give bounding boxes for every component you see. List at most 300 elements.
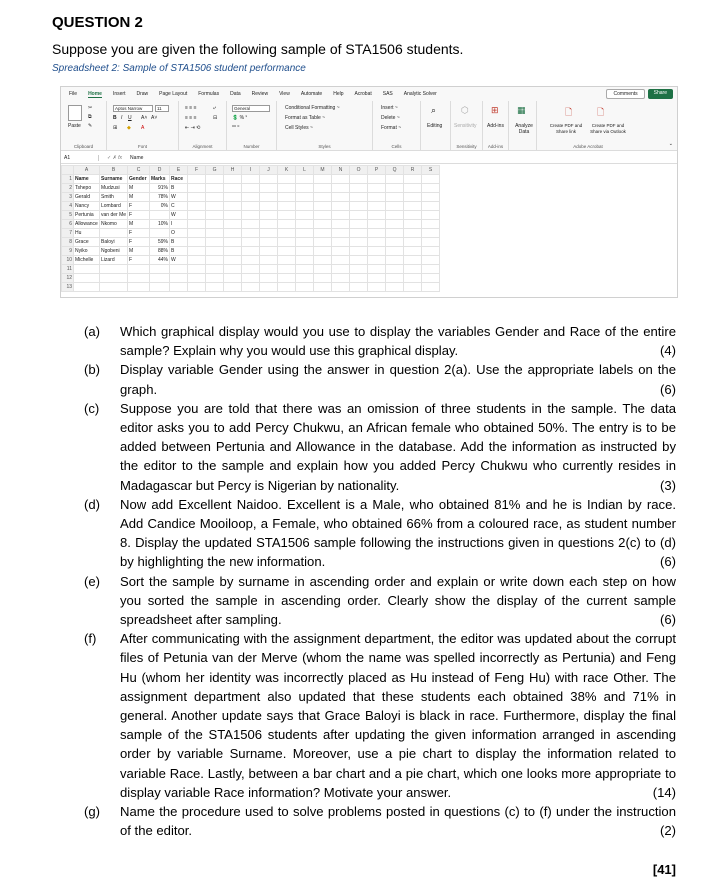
grid-cell[interactable] bbox=[188, 238, 206, 247]
grid-cell[interactable] bbox=[206, 274, 224, 283]
italic-icon[interactable]: I bbox=[121, 115, 123, 121]
grid-cell[interactable] bbox=[224, 256, 242, 265]
number-format-select[interactable]: General bbox=[232, 105, 270, 112]
column-header[interactable]: Q bbox=[386, 166, 404, 175]
grid-cell[interactable]: 59% bbox=[150, 238, 170, 247]
grid-cell[interactable] bbox=[386, 211, 404, 220]
grid-cell[interactable]: Gender bbox=[128, 175, 150, 184]
grid-cell[interactable] bbox=[404, 265, 422, 274]
column-header[interactable]: G bbox=[206, 166, 224, 175]
grid-cell[interactable] bbox=[278, 229, 296, 238]
grid-cell[interactable] bbox=[278, 256, 296, 265]
grid-cell[interactable]: Smith bbox=[100, 193, 128, 202]
grid-cell[interactable] bbox=[332, 265, 350, 274]
grid-cell[interactable] bbox=[404, 256, 422, 265]
grid-cell[interactable] bbox=[260, 265, 278, 274]
grid-cell[interactable] bbox=[314, 211, 332, 220]
grid-cell[interactable]: Mudzusi bbox=[100, 184, 128, 193]
row-header[interactable]: 11 bbox=[62, 265, 74, 274]
grid-cell[interactable] bbox=[350, 220, 368, 229]
select-all-corner[interactable] bbox=[62, 166, 74, 175]
grid-cell[interactable] bbox=[386, 265, 404, 274]
addins-icon[interactable]: ⊞ bbox=[491, 105, 499, 115]
menu-help[interactable]: Help bbox=[333, 91, 344, 97]
grid-cell[interactable] bbox=[404, 274, 422, 283]
grid-cell[interactable] bbox=[314, 184, 332, 193]
grid-cell[interactable] bbox=[296, 220, 314, 229]
grid-cell[interactable] bbox=[368, 220, 386, 229]
grid-cell[interactable] bbox=[296, 238, 314, 247]
grid-cell[interactable]: Ngobeni bbox=[100, 247, 128, 256]
fx-icon[interactable]: ✓ ✗ fx bbox=[107, 155, 123, 161]
grid-cell[interactable] bbox=[242, 211, 260, 220]
grid-cell[interactable] bbox=[296, 229, 314, 238]
grid-cell[interactable] bbox=[188, 220, 206, 229]
grid-cell[interactable]: Grace bbox=[74, 238, 100, 247]
grid-cell[interactable]: 0% bbox=[150, 202, 170, 211]
grid-cell[interactable] bbox=[278, 283, 296, 292]
grid-cell[interactable] bbox=[350, 202, 368, 211]
row-header[interactable]: 13 bbox=[62, 283, 74, 292]
grid-cell[interactable] bbox=[368, 193, 386, 202]
grid-cell[interactable] bbox=[296, 274, 314, 283]
column-header[interactable]: S bbox=[422, 166, 440, 175]
menu-page-layout[interactable]: Page Layout bbox=[159, 91, 188, 97]
grid-cell[interactable] bbox=[188, 229, 206, 238]
search-icon[interactable]: ⌕ bbox=[431, 105, 437, 115]
grid-cell[interactable] bbox=[150, 283, 170, 292]
grid-cell[interactable] bbox=[386, 238, 404, 247]
column-header[interactable]: L bbox=[296, 166, 314, 175]
grid-cell[interactable] bbox=[242, 184, 260, 193]
column-header[interactable]: E bbox=[170, 166, 188, 175]
grid-cell[interactable] bbox=[100, 274, 128, 283]
grid-cell[interactable] bbox=[368, 175, 386, 184]
grid-cell[interactable] bbox=[260, 193, 278, 202]
grid-cell[interactable]: F bbox=[128, 211, 150, 220]
column-header[interactable]: N bbox=[332, 166, 350, 175]
analyze-data-icon[interactable]: ▦ bbox=[517, 105, 526, 115]
grid-cell[interactable] bbox=[422, 193, 440, 202]
grid-cell[interactable] bbox=[242, 265, 260, 274]
grid-cell[interactable] bbox=[188, 274, 206, 283]
grid-cell[interactable] bbox=[296, 265, 314, 274]
column-header[interactable]: H bbox=[224, 166, 242, 175]
grid-cell[interactable] bbox=[224, 283, 242, 292]
grid-cell[interactable] bbox=[404, 238, 422, 247]
grid-cell[interactable] bbox=[206, 184, 224, 193]
grid-cell[interactable]: Lizard bbox=[100, 256, 128, 265]
align-left-icon[interactable]: ≡ ≡ ≡ bbox=[185, 115, 197, 121]
row-header[interactable]: 6 bbox=[62, 220, 74, 229]
grid-cell[interactable] bbox=[332, 238, 350, 247]
grid-cell[interactable] bbox=[278, 193, 296, 202]
grid-cell[interactable] bbox=[278, 202, 296, 211]
copy-icon[interactable]: ⧉ bbox=[88, 114, 92, 120]
grid-cell[interactable] bbox=[278, 265, 296, 274]
grid-cell[interactable] bbox=[206, 265, 224, 274]
grid-cell[interactable] bbox=[260, 283, 278, 292]
grid-cell[interactable] bbox=[188, 193, 206, 202]
grid-cell[interactable] bbox=[206, 220, 224, 229]
grid-cell[interactable] bbox=[350, 256, 368, 265]
grid-cell[interactable]: Lombard bbox=[100, 202, 128, 211]
grid-cell[interactable] bbox=[242, 175, 260, 184]
grid-cell[interactable] bbox=[422, 175, 440, 184]
grid-cell[interactable] bbox=[422, 220, 440, 229]
grid-cell[interactable] bbox=[350, 265, 368, 274]
grid-cell[interactable] bbox=[368, 283, 386, 292]
grid-cell[interactable]: Tshepo bbox=[74, 184, 100, 193]
grid-cell[interactable] bbox=[260, 229, 278, 238]
shrink-font-icon[interactable]: A˅ bbox=[151, 115, 158, 121]
grid-cell[interactable] bbox=[350, 274, 368, 283]
grid-cell[interactable]: Surname bbox=[100, 175, 128, 184]
grid-cell[interactable] bbox=[386, 193, 404, 202]
row-header[interactable]: 1 bbox=[62, 175, 74, 184]
grid-cell[interactable] bbox=[296, 256, 314, 265]
grid-cell[interactable] bbox=[150, 211, 170, 220]
menu-formulas[interactable]: Formulas bbox=[198, 91, 220, 97]
grid-cell[interactable]: B bbox=[170, 238, 188, 247]
delete-cells-button[interactable]: Delete ~ bbox=[381, 115, 400, 121]
grid-cell[interactable] bbox=[314, 274, 332, 283]
grid-cell[interactable] bbox=[206, 202, 224, 211]
grid-cell[interactable]: O bbox=[170, 229, 188, 238]
grid-cell[interactable] bbox=[206, 193, 224, 202]
grid-cell[interactable]: M bbox=[128, 220, 150, 229]
grid-cell[interactable] bbox=[404, 211, 422, 220]
grid-cell[interactable] bbox=[332, 256, 350, 265]
grid-cell[interactable] bbox=[150, 274, 170, 283]
grid-cell[interactable] bbox=[260, 238, 278, 247]
grid-cell[interactable] bbox=[100, 229, 128, 238]
font-color-icon[interactable]: A bbox=[141, 125, 145, 131]
grid-cell[interactable] bbox=[296, 211, 314, 220]
grid-cell[interactable]: Nkomo bbox=[100, 220, 128, 229]
grid-cell[interactable] bbox=[224, 202, 242, 211]
column-header[interactable]: O bbox=[350, 166, 368, 175]
menu-analytic-solver[interactable]: Analytic Solver bbox=[403, 91, 437, 97]
grid-cell[interactable] bbox=[100, 265, 128, 274]
grid-cell[interactable] bbox=[188, 247, 206, 256]
grid-cell[interactable] bbox=[74, 274, 100, 283]
grid-cell[interactable] bbox=[332, 175, 350, 184]
grid-cell[interactable] bbox=[404, 184, 422, 193]
grid-cell[interactable]: Hu bbox=[74, 229, 100, 238]
grid-cell[interactable] bbox=[278, 274, 296, 283]
row-header[interactable]: 7 bbox=[62, 229, 74, 238]
grid-cell[interactable] bbox=[260, 274, 278, 283]
row-header[interactable]: 2 bbox=[62, 184, 74, 193]
paste-icon[interactable] bbox=[68, 105, 82, 121]
grid-cell[interactable]: F bbox=[128, 256, 150, 265]
row-header[interactable]: 9 bbox=[62, 247, 74, 256]
grid-cell[interactable] bbox=[314, 256, 332, 265]
grid-cell[interactable]: Pertunia bbox=[74, 211, 100, 220]
column-header[interactable]: K bbox=[278, 166, 296, 175]
grid-cell[interactable] bbox=[404, 202, 422, 211]
create-pdf-icon[interactable]: 🗋 bbox=[565, 107, 573, 117]
grid-cell[interactable] bbox=[422, 211, 440, 220]
grid-cell[interactable] bbox=[206, 238, 224, 247]
menu-home[interactable]: Home bbox=[88, 90, 102, 97]
grid-cell[interactable] bbox=[296, 193, 314, 202]
grid-cell[interactable] bbox=[386, 202, 404, 211]
grid-cell[interactable] bbox=[314, 247, 332, 256]
comments-button[interactable]: Comments bbox=[606, 89, 644, 99]
grid-cell[interactable] bbox=[350, 193, 368, 202]
align-top-icon[interactable]: ≡ ≡ ≡ bbox=[185, 105, 197, 111]
grid-cell[interactable] bbox=[422, 247, 440, 256]
grid-cell[interactable] bbox=[74, 265, 100, 274]
grid-cell[interactable] bbox=[332, 247, 350, 256]
grid-cell[interactable] bbox=[242, 274, 260, 283]
column-header[interactable]: R bbox=[404, 166, 422, 175]
column-header[interactable]: A bbox=[74, 166, 100, 175]
grid-cell[interactable] bbox=[188, 283, 206, 292]
cell-styles-button[interactable]: Cell Styles ~ bbox=[285, 125, 313, 131]
grid-cell[interactable] bbox=[422, 256, 440, 265]
grid-cell[interactable] bbox=[260, 220, 278, 229]
grid-cell[interactable] bbox=[350, 211, 368, 220]
grid-cell[interactable]: W bbox=[170, 211, 188, 220]
grid-cell[interactable] bbox=[386, 220, 404, 229]
grid-cell[interactable] bbox=[260, 202, 278, 211]
grid-cell[interactable] bbox=[332, 202, 350, 211]
grid-cell[interactable] bbox=[332, 184, 350, 193]
borders-icon[interactable]: ⊞ bbox=[113, 125, 118, 131]
grid-cell[interactable] bbox=[368, 247, 386, 256]
grid-cell[interactable] bbox=[206, 256, 224, 265]
grid-cell[interactable] bbox=[260, 211, 278, 220]
grid-cell[interactable] bbox=[386, 247, 404, 256]
column-header[interactable]: P bbox=[368, 166, 386, 175]
row-header[interactable]: 4 bbox=[62, 202, 74, 211]
grid-cell[interactable] bbox=[206, 247, 224, 256]
collapse-ribbon-icon[interactable]: ⌄ bbox=[668, 141, 673, 147]
grid-cell[interactable]: Race bbox=[170, 175, 188, 184]
grid-cell[interactable]: Marks bbox=[150, 175, 170, 184]
grid-cell[interactable]: I bbox=[170, 220, 188, 229]
grid-cell[interactable] bbox=[368, 202, 386, 211]
grid-cell[interactable] bbox=[404, 283, 422, 292]
grid-cell[interactable] bbox=[242, 256, 260, 265]
grid-cell[interactable] bbox=[224, 193, 242, 202]
grid-cell[interactable] bbox=[224, 184, 242, 193]
grid-cell[interactable]: B bbox=[170, 247, 188, 256]
grid-cell[interactable]: M bbox=[128, 247, 150, 256]
grid-cell[interactable] bbox=[332, 229, 350, 238]
conditional-formatting-button[interactable]: Conditional Formatting ~ bbox=[285, 105, 340, 111]
grid-cell[interactable] bbox=[368, 211, 386, 220]
column-header[interactable]: B bbox=[100, 166, 128, 175]
grid-cell[interactable] bbox=[260, 175, 278, 184]
grow-font-icon[interactable]: A˄ bbox=[141, 115, 148, 121]
grid-cell[interactable] bbox=[188, 184, 206, 193]
menu-view[interactable]: View bbox=[279, 91, 290, 97]
grid-cell[interactable] bbox=[260, 247, 278, 256]
grid-cell[interactable] bbox=[422, 229, 440, 238]
grid-cell[interactable] bbox=[74, 283, 100, 292]
grid-cell[interactable] bbox=[332, 220, 350, 229]
grid-cell[interactable] bbox=[368, 238, 386, 247]
row-header[interactable]: 12 bbox=[62, 274, 74, 283]
grid-cell[interactable] bbox=[386, 184, 404, 193]
grid-cell[interactable]: Michelle bbox=[74, 256, 100, 265]
grid-cell[interactable] bbox=[386, 274, 404, 283]
grid-cell[interactable] bbox=[242, 238, 260, 247]
grid-cell[interactable] bbox=[224, 220, 242, 229]
grid-cell[interactable]: 10% bbox=[150, 220, 170, 229]
grid-cell[interactable] bbox=[224, 274, 242, 283]
menu-file[interactable]: File bbox=[69, 91, 78, 97]
grid-cell[interactable] bbox=[368, 265, 386, 274]
font-size-select[interactable]: 11 bbox=[155, 105, 169, 112]
font-name-select[interactable]: Aptos Narrow bbox=[113, 105, 153, 112]
grid-cell[interactable] bbox=[332, 193, 350, 202]
grid-cell[interactable] bbox=[404, 193, 422, 202]
underline-icon[interactable]: U bbox=[128, 115, 132, 121]
grid-cell[interactable]: M bbox=[128, 184, 150, 193]
grid-cell[interactable] bbox=[404, 175, 422, 184]
format-as-table-button[interactable]: Format as Table ~ bbox=[285, 115, 326, 121]
share-button[interactable]: Share bbox=[648, 89, 673, 99]
grid-cell[interactable] bbox=[350, 175, 368, 184]
grid-cell[interactable]: C bbox=[170, 202, 188, 211]
grid-cell[interactable] bbox=[386, 175, 404, 184]
fill-color-icon[interactable]: ◆ bbox=[127, 125, 131, 131]
currency-icon[interactable]: 💲 % ❜ bbox=[232, 115, 248, 121]
grid-cell[interactable] bbox=[332, 283, 350, 292]
row-header[interactable]: 10 bbox=[62, 256, 74, 265]
grid-cell[interactable] bbox=[224, 265, 242, 274]
bold-icon[interactable]: B bbox=[113, 115, 117, 121]
grid-cell[interactable]: Gerald bbox=[74, 193, 100, 202]
format-cells-button[interactable]: Format ~ bbox=[381, 125, 402, 131]
column-header[interactable]: M bbox=[314, 166, 332, 175]
grid-cell[interactable] bbox=[314, 265, 332, 274]
grid-cell[interactable] bbox=[314, 175, 332, 184]
grid-cell[interactable] bbox=[422, 283, 440, 292]
format-painter-icon[interactable]: ✎ bbox=[88, 123, 93, 129]
grid-cell[interactable] bbox=[128, 274, 150, 283]
row-header[interactable]: 5 bbox=[62, 211, 74, 220]
menu-automate[interactable]: Automate bbox=[300, 91, 323, 97]
grid-cell[interactable] bbox=[260, 256, 278, 265]
sensitivity-icon[interactable]: ⬡ bbox=[461, 105, 469, 115]
grid-cell[interactable] bbox=[224, 211, 242, 220]
grid-cell[interactable] bbox=[296, 184, 314, 193]
menu-data[interactable]: Data bbox=[230, 91, 241, 97]
grid-cell[interactable] bbox=[206, 229, 224, 238]
grid-cell[interactable] bbox=[386, 256, 404, 265]
grid-cell[interactable]: W bbox=[170, 193, 188, 202]
grid-cell[interactable]: W bbox=[170, 256, 188, 265]
grid-cell[interactable]: 91% bbox=[150, 184, 170, 193]
grid-cell[interactable] bbox=[314, 229, 332, 238]
grid-cell[interactable]: F bbox=[128, 229, 150, 238]
grid-cell[interactable] bbox=[332, 211, 350, 220]
grid-cell[interactable] bbox=[422, 238, 440, 247]
grid-cell[interactable]: Nyiko bbox=[74, 247, 100, 256]
name-box[interactable]: A1 bbox=[61, 155, 99, 161]
grid-cell[interactable]: M bbox=[128, 193, 150, 202]
column-header[interactable]: I bbox=[242, 166, 260, 175]
grid-cell[interactable] bbox=[150, 265, 170, 274]
grid-cell[interactable]: 88% bbox=[150, 247, 170, 256]
grid-cell[interactable] bbox=[296, 202, 314, 211]
grid-cell[interactable] bbox=[386, 229, 404, 238]
grid-cell[interactable] bbox=[278, 175, 296, 184]
grid-cell[interactable] bbox=[242, 220, 260, 229]
column-header[interactable]: C bbox=[128, 166, 150, 175]
grid-cell[interactable] bbox=[314, 220, 332, 229]
grid-cell[interactable]: 78% bbox=[150, 193, 170, 202]
grid-cell[interactable] bbox=[170, 265, 188, 274]
cut-icon[interactable]: ✂ bbox=[88, 105, 93, 111]
grid-cell[interactable] bbox=[206, 211, 224, 220]
grid-cell[interactable] bbox=[242, 193, 260, 202]
grid-cell[interactable] bbox=[368, 184, 386, 193]
grid-cell[interactable] bbox=[170, 274, 188, 283]
grid-cell[interactable]: F bbox=[128, 202, 150, 211]
grid-cell[interactable] bbox=[422, 265, 440, 274]
grid-cell[interactable] bbox=[278, 211, 296, 220]
column-header[interactable]: J bbox=[260, 166, 278, 175]
grid-cell[interactable] bbox=[350, 283, 368, 292]
grid-cell[interactable] bbox=[188, 265, 206, 274]
grid-cell[interactable] bbox=[350, 229, 368, 238]
grid-cell[interactable] bbox=[278, 238, 296, 247]
grid-cell[interactable] bbox=[422, 202, 440, 211]
grid-cell[interactable] bbox=[188, 256, 206, 265]
grid-cell[interactable] bbox=[150, 229, 170, 238]
grid-cell[interactable] bbox=[314, 238, 332, 247]
grid-cell[interactable] bbox=[368, 229, 386, 238]
grid-cell[interactable] bbox=[224, 229, 242, 238]
grid-cell[interactable] bbox=[188, 211, 206, 220]
grid-cell[interactable] bbox=[296, 247, 314, 256]
grid-cell[interactable]: F bbox=[128, 238, 150, 247]
grid-cell[interactable]: Allowance bbox=[75, 221, 98, 227]
grid-cell[interactable] bbox=[368, 256, 386, 265]
grid-cell[interactable] bbox=[188, 202, 206, 211]
grid-cell[interactable]: van der Me bbox=[101, 212, 127, 218]
merge-center-icon[interactable]: ⊟ bbox=[213, 115, 218, 121]
column-header[interactable]: F bbox=[188, 166, 206, 175]
grid-cell[interactable] bbox=[368, 274, 386, 283]
grid-cell[interactable] bbox=[296, 175, 314, 184]
grid-cell[interactable] bbox=[332, 274, 350, 283]
grid-cell[interactable] bbox=[206, 175, 224, 184]
grid-cell[interactable] bbox=[404, 229, 422, 238]
grid-cell[interactable] bbox=[422, 184, 440, 193]
grid-cell[interactable] bbox=[422, 274, 440, 283]
grid-cell[interactable] bbox=[386, 283, 404, 292]
grid-cell[interactable]: Name bbox=[74, 175, 100, 184]
grid-cell[interactable] bbox=[278, 220, 296, 229]
grid-cell[interactable] bbox=[224, 175, 242, 184]
grid-cell[interactable] bbox=[350, 238, 368, 247]
column-header[interactable]: D bbox=[150, 166, 170, 175]
grid-cell[interactable] bbox=[224, 238, 242, 247]
grid-cell[interactable] bbox=[224, 247, 242, 256]
grid-cell[interactable] bbox=[278, 184, 296, 193]
grid-cell[interactable] bbox=[242, 247, 260, 256]
grid-cell[interactable]: Nancy bbox=[74, 202, 100, 211]
grid-cell[interactable] bbox=[278, 247, 296, 256]
